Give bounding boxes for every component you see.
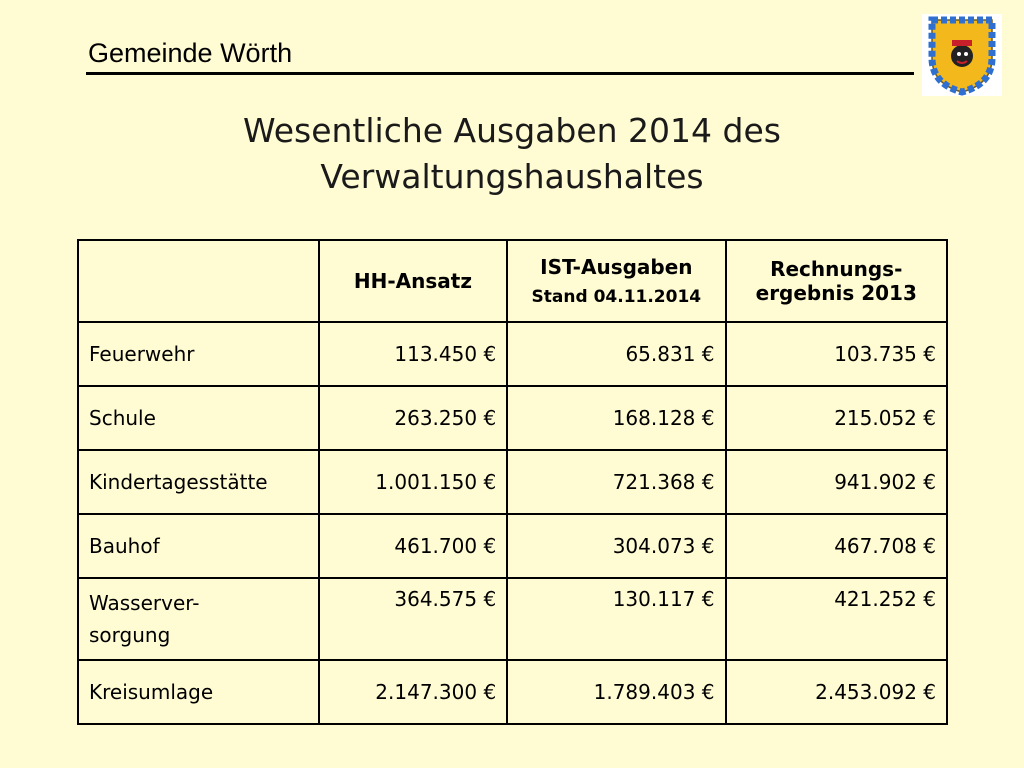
table-row <box>78 386 947 450</box>
slide-title-line-1: Wesentliche Ausgaben 2014 des <box>243 111 781 150</box>
column-header-rechnungsergebnis <box>726 240 948 322</box>
ist-ausgaben-cell: 1.789.403 € <box>507 660 725 724</box>
column-header-ist-ausgaben <box>507 240 725 322</box>
column-header-sublabel: Stand 04.11.2014 <box>531 287 702 307</box>
ist-ausgaben-cell: 721.368 € <box>507 450 725 514</box>
ist-ausgaben-cell: 168.128 € <box>507 386 725 450</box>
category-cell: Kindertagesstätte <box>78 450 319 514</box>
ist-ausgaben-cell: 304.073 € <box>507 514 725 578</box>
rechnungsergebnis-cell: 215.052 € <box>726 386 948 450</box>
table-row <box>78 514 947 578</box>
rechnungsergebnis-cell: 103.735 € <box>726 322 948 386</box>
category-cell: Schule <box>78 386 319 450</box>
category-cell: Kreisumlage <box>78 660 319 724</box>
rechnungsergebnis-cell: 421.252 € <box>726 578 948 660</box>
category-cell: Bauhof <box>78 514 319 578</box>
category-cell: Feuerwehr <box>78 322 319 386</box>
hh-ansatz-cell: 113.450 € <box>319 322 507 386</box>
hh-ansatz-cell: 461.700 € <box>319 514 507 578</box>
ist-ausgaben-cell: 130.117 € <box>507 578 725 660</box>
hh-ansatz-cell: 1.001.150 € <box>319 450 507 514</box>
column-header-hh-ansatz <box>319 240 507 322</box>
hh-ansatz-cell: 364.575 € <box>319 578 507 660</box>
expenses-table <box>77 239 948 725</box>
ist-ausgaben-cell: 65.831 € <box>507 322 725 386</box>
column-header-label: IST-Ausgaben <box>540 255 693 279</box>
slide-title-line-2: Verwaltungshaushaltes <box>320 157 704 196</box>
rechnungsergebnis-cell: 467.708 € <box>726 514 948 578</box>
table-row <box>78 450 947 514</box>
table-row <box>78 578 947 660</box>
column-header-category <box>78 240 319 322</box>
rechnungsergebnis-cell: 2.453.092 € <box>726 660 948 724</box>
column-header-label: HH-Ansatz <box>353 269 472 293</box>
hh-ansatz-cell: 263.250 € <box>319 386 507 450</box>
rechnungsergebnis-cell: 941.902 € <box>726 450 948 514</box>
column-header-label: Rechnungs- <box>770 257 903 281</box>
organization-name: Gemeinde Wörth <box>88 38 293 68</box>
column-header-label-line-2: ergebnis 2013 <box>755 281 917 305</box>
slide-title <box>150 108 874 200</box>
table-row <box>78 660 947 724</box>
coat-of-arms-icon <box>922 14 1002 96</box>
table-row <box>78 322 947 386</box>
category-cell: Wasserver- sorgung <box>78 578 319 660</box>
hh-ansatz-cell: 2.147.300 € <box>319 660 507 724</box>
header-divider <box>86 72 914 75</box>
table-header-row <box>78 240 947 322</box>
